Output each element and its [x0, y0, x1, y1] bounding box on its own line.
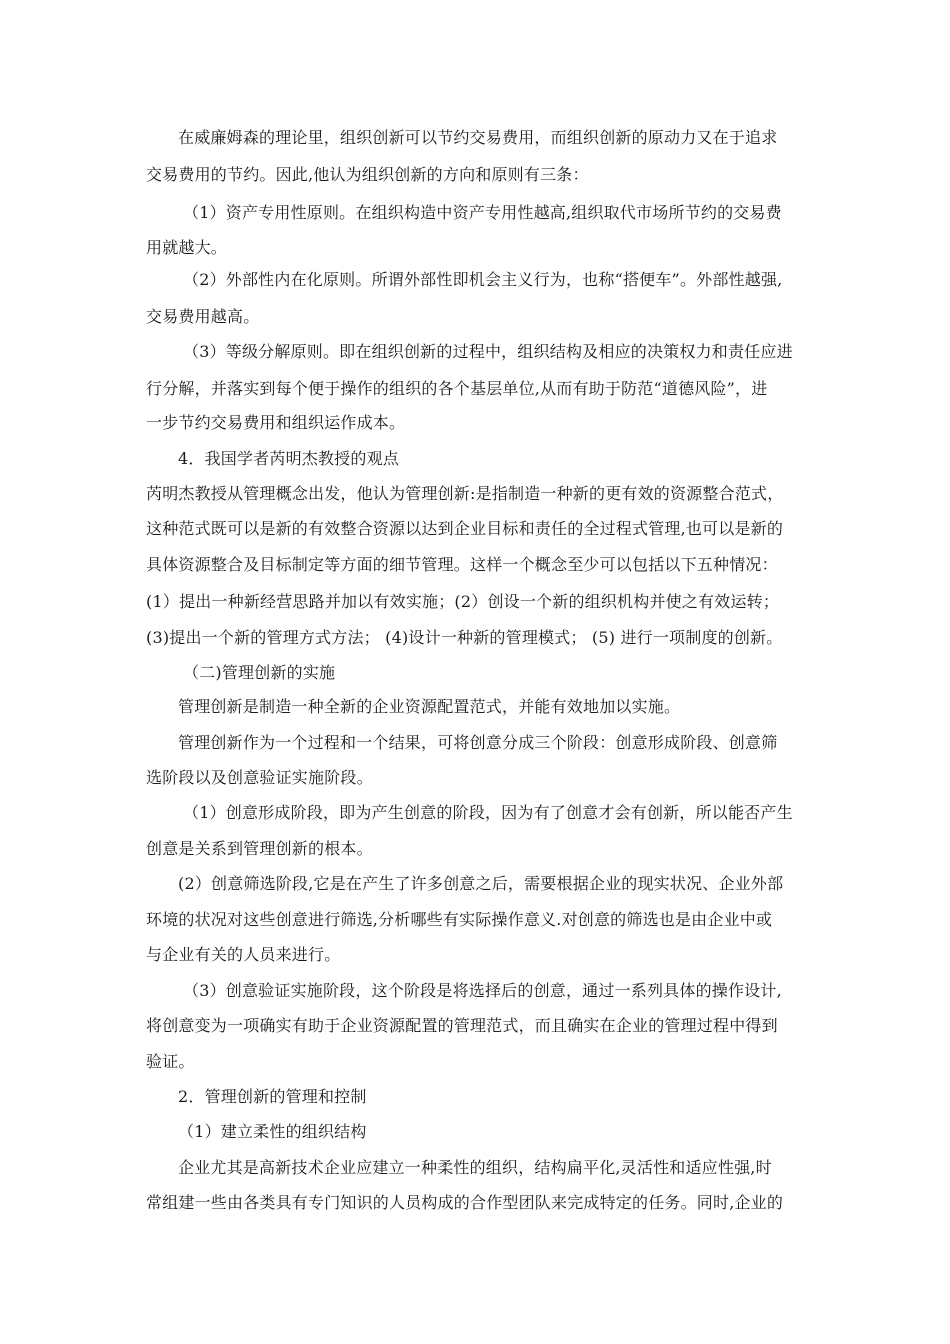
paragraph-line: 芮明杰教授从管理概念出发，他认为管理创新:是指制造一种新的更有效的资源整合范式，: [146, 484, 784, 503]
paragraph-line: （2）外部性内在化原则。所谓外部性即机会主义行为，也称“搭便车”。外部性越强,: [183, 270, 783, 289]
paragraph-line: 创意是关系到管理创新的根本。: [146, 839, 373, 858]
paragraph-line: 与企业有关的人员来进行。: [146, 945, 341, 964]
paragraph-line: 具体资源整合及目标制定等方面的细节管理。这样一个概念至少可以包括以下五种情况：: [146, 555, 778, 574]
section-heading: 4．我国学者芮明杰教授的观点: [178, 449, 399, 468]
section-heading: （二)管理创新的实施: [183, 663, 336, 682]
paragraph-line: 将创意变为一项确实有助于企业资源配置的管理范式，而且确实在企业的管理过程中得到: [146, 1016, 778, 1035]
paragraph-line: (2）创意筛选阶段,它是在产生了许多创意之后，需要根据企业的现实状况、企业外部: [178, 874, 784, 893]
paragraph-line: （1）创意形成阶段，即为产生创意的阶段，因为有了创意才会有创新，所以能否产生: [183, 803, 793, 822]
paragraph-line: 这种范式既可以是新的有效整合资源以达到企业目标和责任的全过程式管理,也可以是新的: [146, 519, 784, 538]
paragraph-line: 常组建一些由各类具有专门知识的人员构成的合作型团队来完成特定的任务。同时,企业的: [146, 1193, 784, 1212]
paragraph-line: 一步节约交易费用和组织运作成本。: [146, 413, 406, 432]
paragraph-line: （3）等级分解原则。即在组织创新的过程中，组织结构及相应的决策权力和责任应进: [183, 342, 793, 361]
paragraph-line: 行分解，并落实到每个便于操作的组织的各个基层单位,从而有助于防范“道德风险”，进: [146, 379, 768, 398]
paragraph-line: (3)提出一个新的管理方式方法； (4)设计一种新的管理模式； (5) 进行一项制度的创新。: [146, 628, 783, 647]
paragraph-line: 环境的状况对这些创意进行筛选,分析哪些有实际操作意义.对创意的筛选也是由企业中或: [146, 910, 773, 929]
paragraph-line: (1）提出一种新经营思路并加以有效实施；(2）创设一个新的组织机构并使之有效运转；: [146, 592, 780, 611]
paragraph-line: 选阶段以及创意验证实施阶段。: [146, 768, 373, 787]
paragraph-line: 管理创新是制造一种全新的企业资源配置范式，并能有效地加以实施。: [178, 697, 681, 716]
paragraph-line: 交易费用越高。: [146, 307, 260, 326]
paragraph-line: （3）创意验证实施阶段，这个阶段是将选择后的创意，通过一系列具体的操作设计,: [183, 981, 782, 1000]
paragraph-line: 企业尤其是高新技术企业应建立一种柔性的组织，结构扁平化,灵活性和适应性强,时: [178, 1158, 772, 1177]
paragraph-line: 验证。: [146, 1052, 195, 1071]
section-heading: （1）建立柔性的组织结构: [178, 1122, 367, 1141]
paragraph-line: （1）资产专用性原则。在组织构造中资产专用性越高,组织取代市场所节约的交易费: [183, 203, 782, 222]
section-heading: 2．管理创新的管理和控制: [178, 1087, 367, 1106]
paragraph-line: 管理创新作为一个过程和一个结果，可将创意分成三个阶段：创意形成阶段、创意筛: [178, 733, 778, 752]
paragraph-line: 用就越大。: [146, 238, 228, 257]
paragraph-line: 在威廉姆森的理论里，组织创新可以节约交易费用，而组织创新的原动力又在于追求: [178, 128, 778, 147]
paragraph-line: 交易费用的节约。因此,他认为组织创新的方向和原则有三条：: [146, 165, 589, 184]
